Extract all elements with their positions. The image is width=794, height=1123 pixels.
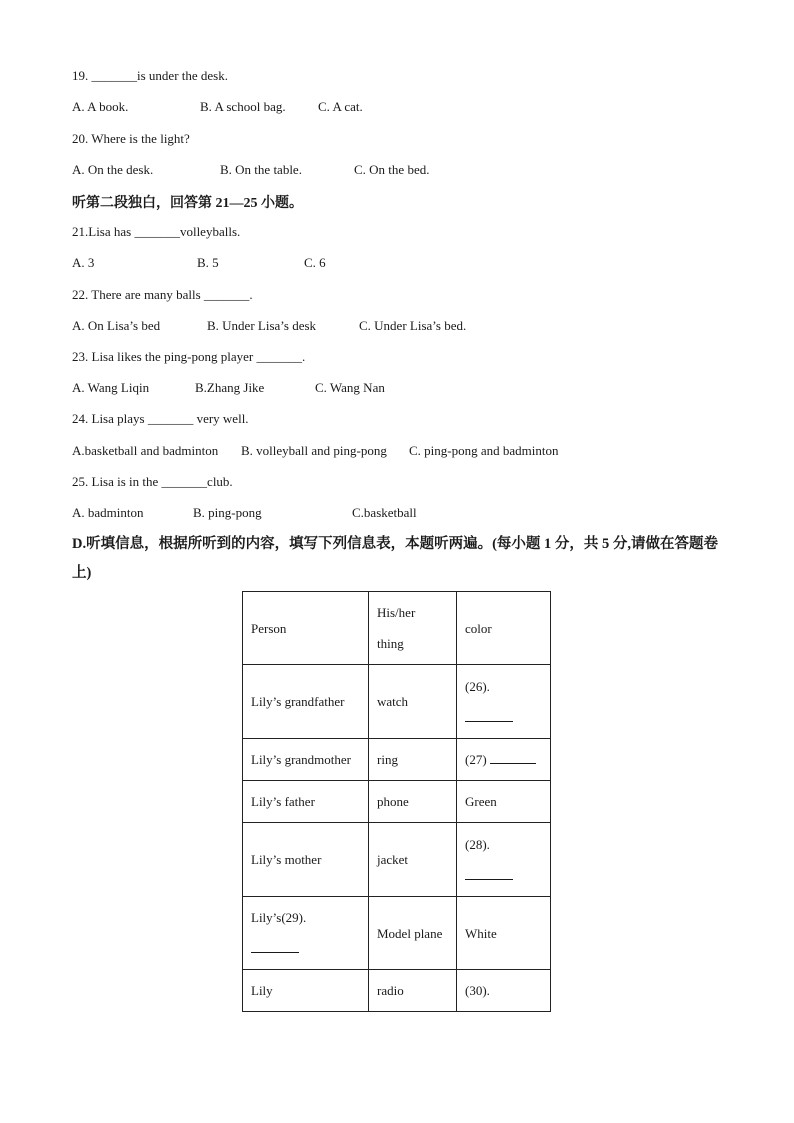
table-row	[243, 781, 551, 823]
q25-option-b: B. ping-pong	[193, 505, 262, 520]
question-23-stem: 23. Lisa likes the ping-pong player _______.	[72, 349, 306, 364]
table-row	[243, 823, 551, 897]
q22-option-c: C. Under Lisa’s bed.	[359, 318, 467, 333]
cell-color: (27)	[457, 739, 551, 781]
cell-thing: watch	[369, 665, 457, 739]
q21-option-a: A. 3	[72, 255, 95, 270]
header-color: color	[457, 592, 551, 665]
cell-thing: radio	[369, 970, 457, 1012]
q25-option-a: A. badminton	[72, 505, 144, 520]
answer-blank-29	[251, 940, 299, 953]
table-row	[243, 739, 551, 781]
info-table	[242, 591, 551, 1012]
q21-option-c: C. 6	[304, 255, 326, 270]
q19-option-c: C. A cat.	[318, 99, 363, 114]
q24-option-b: B. volleyball and ping-pong	[241, 443, 387, 458]
cell-person: Lily’s mother	[243, 823, 369, 897]
cell-person: Lily’s father	[243, 781, 369, 823]
cell-thing: Model plane	[369, 897, 457, 970]
answer-blank-27	[490, 751, 536, 764]
cell-thing: ring	[369, 739, 457, 781]
cell-color: White	[457, 897, 551, 970]
q23-option-a: A. Wang Liqin	[72, 380, 150, 395]
q23-option-b: B.Zhang Jike	[195, 380, 265, 395]
q19-option-b: B. A school bag.	[200, 99, 286, 114]
q20-option-c: C. On the bed.	[354, 162, 430, 177]
question-25-stem: 25. Lisa is in the _______club.	[72, 474, 233, 489]
question-24-stem: 24. Lisa plays _______ very well.	[72, 411, 249, 426]
question-21-stem: 21.Lisa has _______volleyballs.	[72, 224, 241, 239]
table-header-row	[243, 592, 551, 665]
table-row	[243, 970, 551, 1012]
header-thing: His/her thing	[369, 592, 457, 665]
question-20-stem: 20. Where is the light?	[72, 131, 190, 146]
cell-color: Green	[457, 781, 551, 823]
q23-option-c: C. Wang Nan	[315, 380, 385, 395]
answer-blank-26	[465, 709, 513, 722]
question-22-stem: 22. There are many balls _______.	[72, 287, 253, 302]
q20-option-b: B. On the table.	[220, 162, 302, 177]
table-row	[243, 665, 551, 739]
q24-option-c: C. ping-pong and badminton	[409, 443, 559, 458]
q22-option-b: B. Under Lisa’s desk	[207, 318, 317, 333]
cell-person: Lily’s(29).	[243, 897, 369, 970]
cell-color: (26).	[457, 665, 551, 739]
cell-person: Lily’s grandfather	[243, 665, 369, 739]
cell-person: Lily’s grandmother	[243, 739, 369, 781]
q22-option-a: A. On Lisa’s bed	[72, 318, 161, 333]
cell-thing: jacket	[369, 823, 457, 897]
q20-option-a: A. On the desk.	[72, 162, 154, 177]
q24-option-a: A.basketball and badminton	[72, 443, 219, 458]
q25-option-c: C.basketball	[352, 505, 417, 520]
answer-blank-28	[465, 867, 513, 880]
section-d-heading: D.听填信息，根据所听到的内容，填写下列信息表，本题听两遍。(每小题 1 分，共 5 分,请做在答题卷上)	[72, 536, 719, 581]
header-person: Person	[243, 592, 369, 665]
cell-person: Lily	[243, 970, 369, 1012]
q21-option-b: B. 5	[197, 255, 219, 270]
question-19-stem: 19. _______is under the desk.	[72, 68, 228, 83]
q19-option-a: A. A book.	[72, 99, 129, 114]
cell-color: (28).	[457, 823, 551, 897]
table-row	[243, 897, 551, 970]
cell-thing: phone	[369, 781, 457, 823]
section-c2-heading: 听第二段独白，回答第 21—25 小题。	[72, 196, 303, 211]
cell-color: (30).	[457, 970, 551, 1012]
